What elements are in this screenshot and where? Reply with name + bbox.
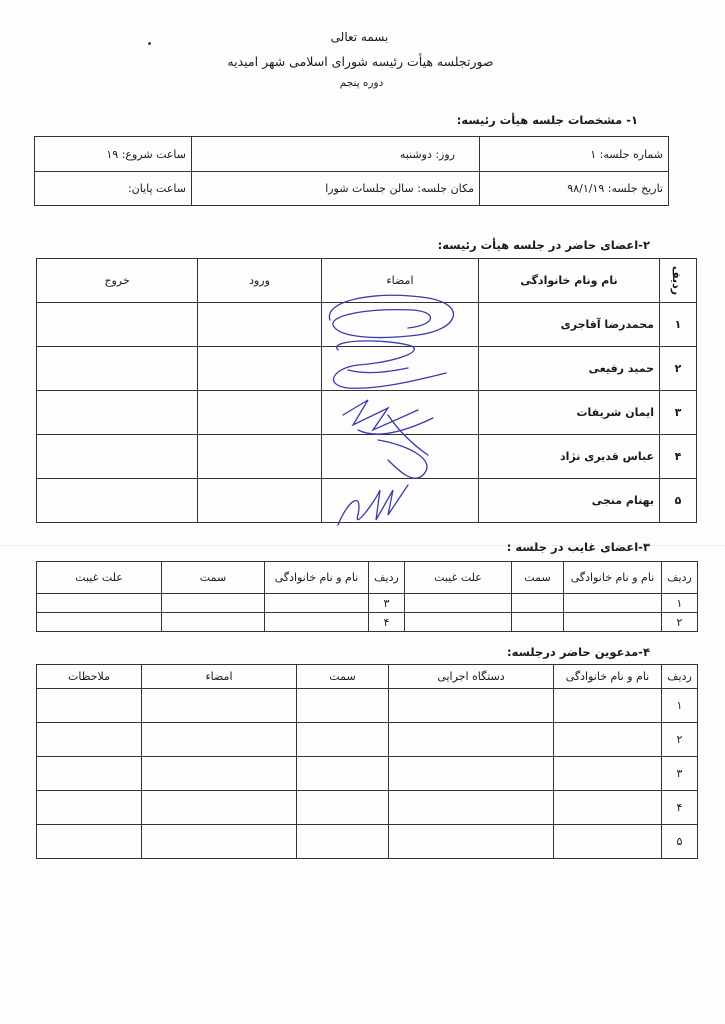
col-row: ردیف (662, 562, 698, 594)
table-row (37, 689, 698, 723)
signature-cell (322, 479, 479, 523)
col-row: ردیف (662, 665, 698, 689)
col-name: نام ونام خانوادگی (479, 259, 660, 303)
col-name: نام و نام خانوادگی (564, 562, 662, 594)
table-row (37, 303, 697, 347)
col-position: سمت (162, 562, 265, 594)
member-name: محمدرضا آقاجری (479, 303, 660, 347)
col-name: نام و نام خانوادگی (554, 665, 662, 689)
exit-cell (37, 435, 198, 479)
table-row (37, 613, 698, 632)
signature-cell (322, 435, 479, 479)
member-name: بهنام منجی (479, 479, 660, 523)
session-number: شماره جلسه: ۱ (480, 137, 669, 172)
table-row (37, 791, 698, 825)
row-number: ۲ (662, 723, 698, 757)
document-title: صورتجلسه هیأت رئیسه شورای اسلامی شهر امیدیه (227, 54, 494, 69)
present-members-table (36, 258, 697, 523)
row-number: ۱ (660, 303, 697, 347)
start-time: ساعت شروع: ۱۹ (35, 137, 192, 172)
col-row: ردیف (660, 259, 697, 303)
table-row (37, 479, 697, 523)
council-period: دوره پنجم (339, 77, 384, 89)
col-position: سمت (297, 665, 389, 689)
table-row (37, 347, 697, 391)
signature-cell (322, 303, 479, 347)
session-info-table (34, 136, 669, 206)
section2-title: ۲-اعضای حاضر در جلسه هیأت رئیسه: (437, 238, 650, 252)
col-agency: دستگاه اجرایی (389, 665, 554, 689)
table-row (37, 594, 698, 613)
row-number: ۱ (662, 689, 698, 723)
col-reason: علت غیبت (37, 562, 162, 594)
col-row: ردیف (369, 562, 405, 594)
entry-cell (198, 479, 322, 523)
col-reason: علت غیبت (405, 562, 512, 594)
row-number: ۳ (662, 757, 698, 791)
row-number: ۳ (660, 391, 697, 435)
col-notes: ملاحظات (37, 665, 142, 689)
member-name: حمید رفیعی (479, 347, 660, 391)
col-signature: امضاء (142, 665, 297, 689)
section4-title: ۴-مدعوین حاضر درجلسه: (507, 645, 650, 659)
table-row (37, 757, 698, 791)
exit-cell (37, 347, 198, 391)
member-name: ایمان شریفات (479, 391, 660, 435)
table-row (37, 723, 698, 757)
member-name: عباس قدیری نژاد (479, 435, 660, 479)
row-number: ۱ (662, 594, 698, 613)
entry-cell (198, 391, 322, 435)
row-number: ۴ (660, 435, 697, 479)
session-location: مکان جلسه: سالن جلسات شورا (192, 172, 480, 206)
col-signature: امضاء (322, 259, 479, 303)
row-number: ۳ (369, 594, 405, 613)
row-number: ۴ (369, 613, 405, 632)
entry-cell (198, 303, 322, 347)
col-exit: خروج (37, 259, 198, 303)
table-row (37, 825, 698, 859)
table-row (37, 391, 697, 435)
col-entry: ورود (198, 259, 322, 303)
entry-cell (198, 435, 322, 479)
table-row (37, 435, 697, 479)
row-number: ۴ (662, 791, 698, 825)
row-number: ۲ (660, 347, 697, 391)
row-number: ۲ (662, 613, 698, 632)
section1-title: ۱- مشخصات جلسه هیأت رئیسه: (456, 113, 638, 127)
bismillah: بسمه تعالی (330, 30, 389, 44)
exit-cell (37, 391, 198, 435)
row-number: ۵ (660, 479, 697, 523)
section3-title: ۳-اعضای غایب در جلسه : (506, 540, 650, 554)
end-time: ساعت پایان: (35, 172, 192, 206)
signature-cell (322, 347, 479, 391)
row-number: ۵ (662, 825, 698, 859)
invited-guests-table (36, 664, 698, 859)
exit-cell (37, 479, 198, 523)
col-position: سمت (512, 562, 564, 594)
exit-cell (37, 303, 198, 347)
signature-cell (322, 391, 479, 435)
absent-members-table (36, 561, 698, 632)
entry-cell (198, 347, 322, 391)
session-date: تاریخ جلسه: ۹۸/۱/۱۹ (480, 172, 669, 206)
col-name: نام و نام خانوادگی (265, 562, 369, 594)
session-day: روز: دوشنبه (192, 137, 480, 172)
